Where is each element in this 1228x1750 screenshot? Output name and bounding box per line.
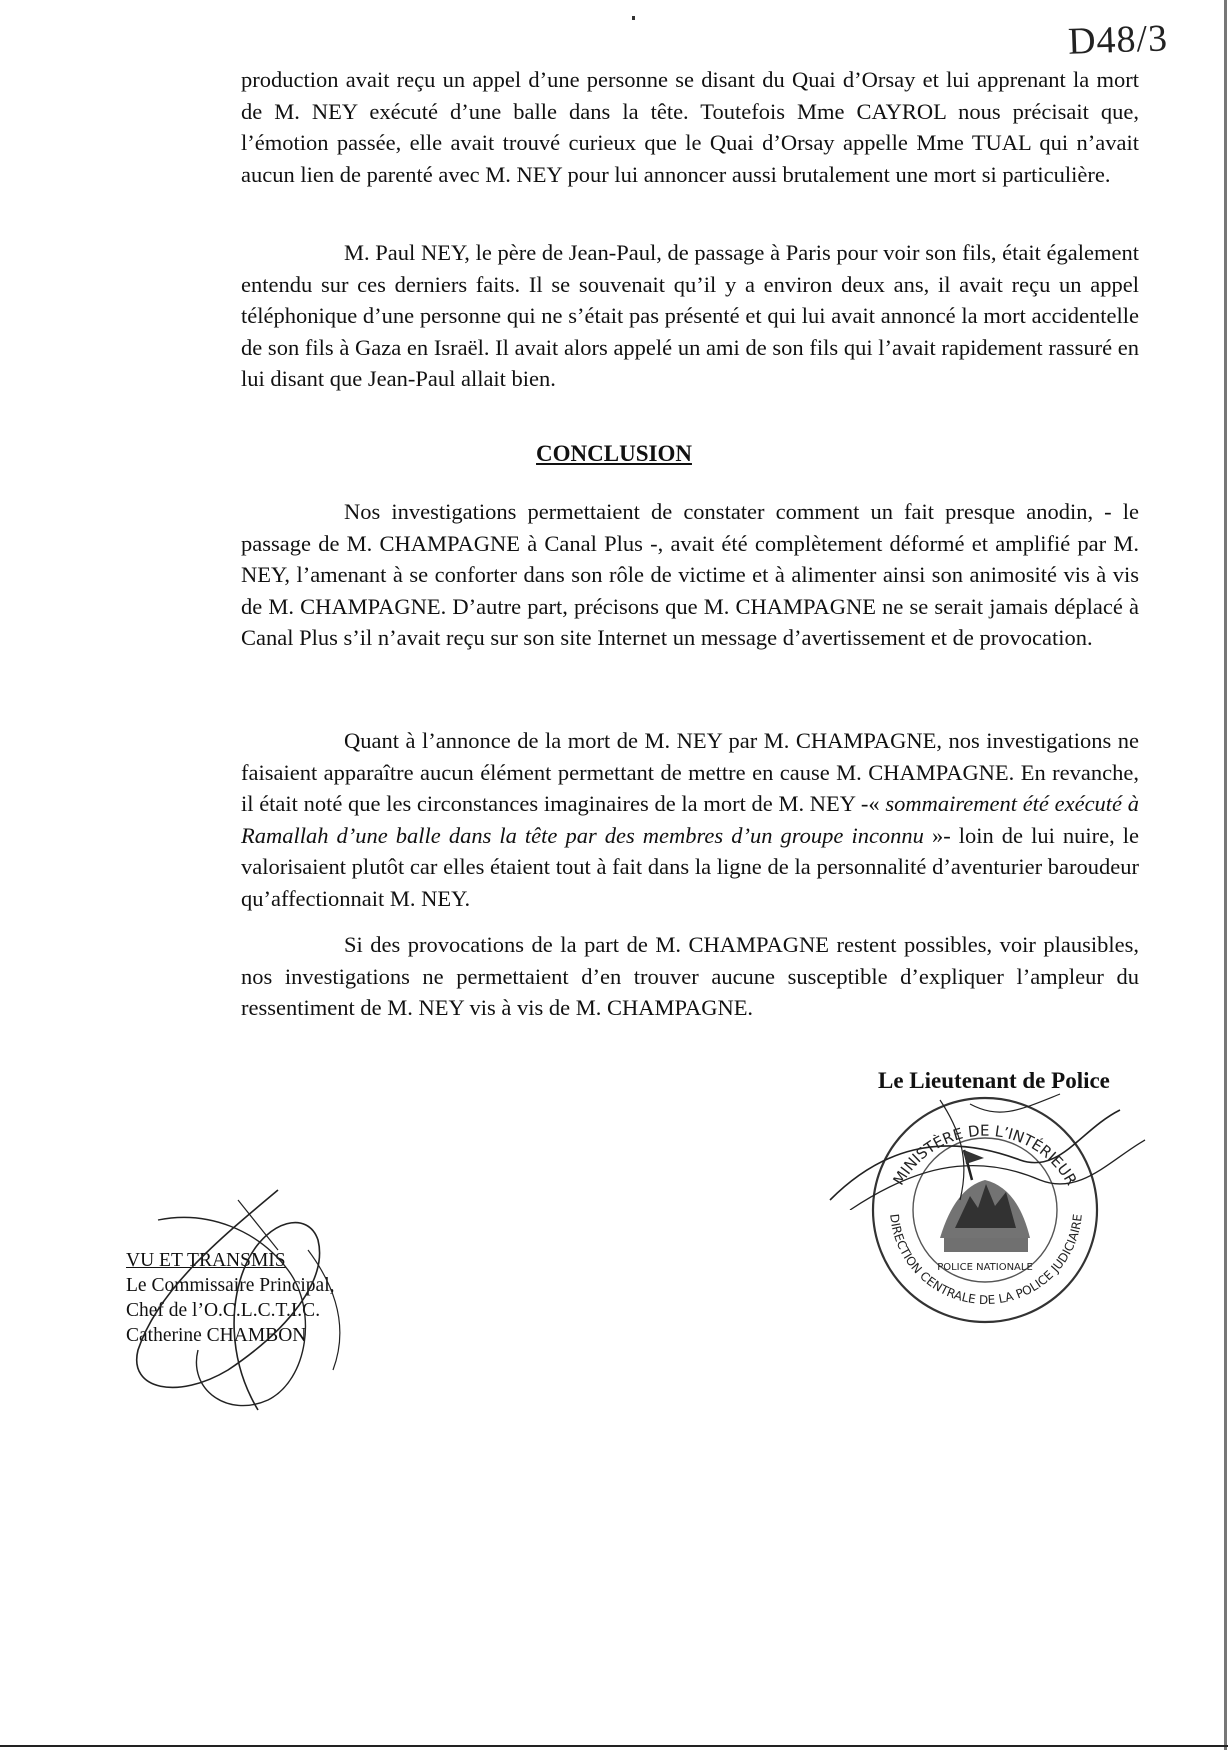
conclusion-paragraph-1: Nos investigations permettaient de constater comment un fait presque anodin, - le passage de M. CHAMPAGNE à Canal Plus -, avait été complètement déformé et amplifié par M. NEY, l’amenant à se conforter dans son rôle de victime et à alimenter ainsi son animosité vis à vis de M. CHAMPAGNE. D’autre part, précisons que M. CHAMPAGNE ne se serait jamais déplacé à Canal Plus s’il n’avait reçu sur son site Internet un message d’avertissement et de provocation.	[241, 499, 1139, 650]
transmis-commissaire: Le Commissaire Principal,	[126, 1275, 335, 1296]
scan-speck	[632, 16, 635, 20]
conclusion-heading: CONCLUSION	[536, 441, 692, 466]
paragraph-production: production avait reçu un appel d’une personne se disant du Quai d’Orsay et lui apprenant la mort de M. NEY exécuté d’une balle dans la tête. Toutefois Mme CAYROL nous précisait que, l’émotion passée, elle avait trouvé curieux que le Quai d’Orsay appelle Mme TUAL qui n’avait aucun lien de parenté avec M. NEY pour lui annoncer aussi brutalement une mort si particulière.	[241, 67, 1139, 187]
conclusion-text-after-quote: »- loin de lui nuire, le valorisaient plutôt car elles étaient tout à fait dans la ligne de la personnalité d’aventurier baroudeur qu’affectionnait M. NEY.	[241, 822, 1140, 911]
signer-title: Le Lieutenant de Police	[878, 1068, 1110, 1093]
page-bottom-edge	[0, 1745, 1228, 1747]
conclusion-text-before-quote: Quant à l’annonce de la mort de M. NEY par M. CHAMPAGNE, nos investigations ne faisaient apparaître aucun élément permettant de mettre en cause M. CHAMPAGNE. En revanche, il était noté que les circonstances imaginaires de la mort de M. NEY -«	[241, 728, 1139, 816]
stamp-center-text: POLICE NATIONALE	[937, 1262, 1033, 1273]
conclusion-paragraph-3: Si des provocations de la part de M. CHAMPAGNE restent possibles, voir plausibles, nos investigations ne permettaient d’en trouver aucune susceptible d’expliquer l’ampleur du ressentiment de M. NEY vis à vis de M. CHAMPAGNE.	[241, 932, 1139, 1020]
conclusion-quote: sommairement été exécuté à Ramallah d’une balle dans la tête par des membres d’un groupe inconnu	[241, 791, 1139, 848]
paragraph-paul-ney: M. Paul NEY, le père de Jean-Paul, de passage à Paris pour voir son fils, était également entendu sur ces derniers faits. Il se souvenait qu’il y a environ deux ans, il avait reçu un appel téléphonique d’une personne qui ne s’était pas présenté et qui lui avait annoncé la mort accidentelle de son fils à Gaza en Israël. Il avait alors appelé un ami de son fils qui l’avait rapidement rassuré en lui disant que Jean-Paul allait bien.	[241, 240, 1139, 391]
stamp-top-text: MINISTÈRE DE L’INTÉRIEUR	[889, 1121, 1081, 1189]
commissaire-signature	[118, 1180, 378, 1420]
transmis-name: Catherine CHAMBON	[126, 1325, 307, 1346]
lieutenant-signature	[820, 1090, 1150, 1210]
page-reference: D48/3	[1067, 17, 1169, 63]
stamp-bottom-text: DIRECTION CENTRALE DE LA POLICE JUDICIAIRE	[887, 1213, 1085, 1308]
conclusion-paragraph-2	[241, 725, 1139, 914]
transmis-title: VU ET TRANSMIS	[126, 1250, 286, 1271]
transmis-chef: Chef de l’O.C.L.C.T.I.C.	[126, 1300, 321, 1321]
scan-edge	[1224, 0, 1227, 1750]
